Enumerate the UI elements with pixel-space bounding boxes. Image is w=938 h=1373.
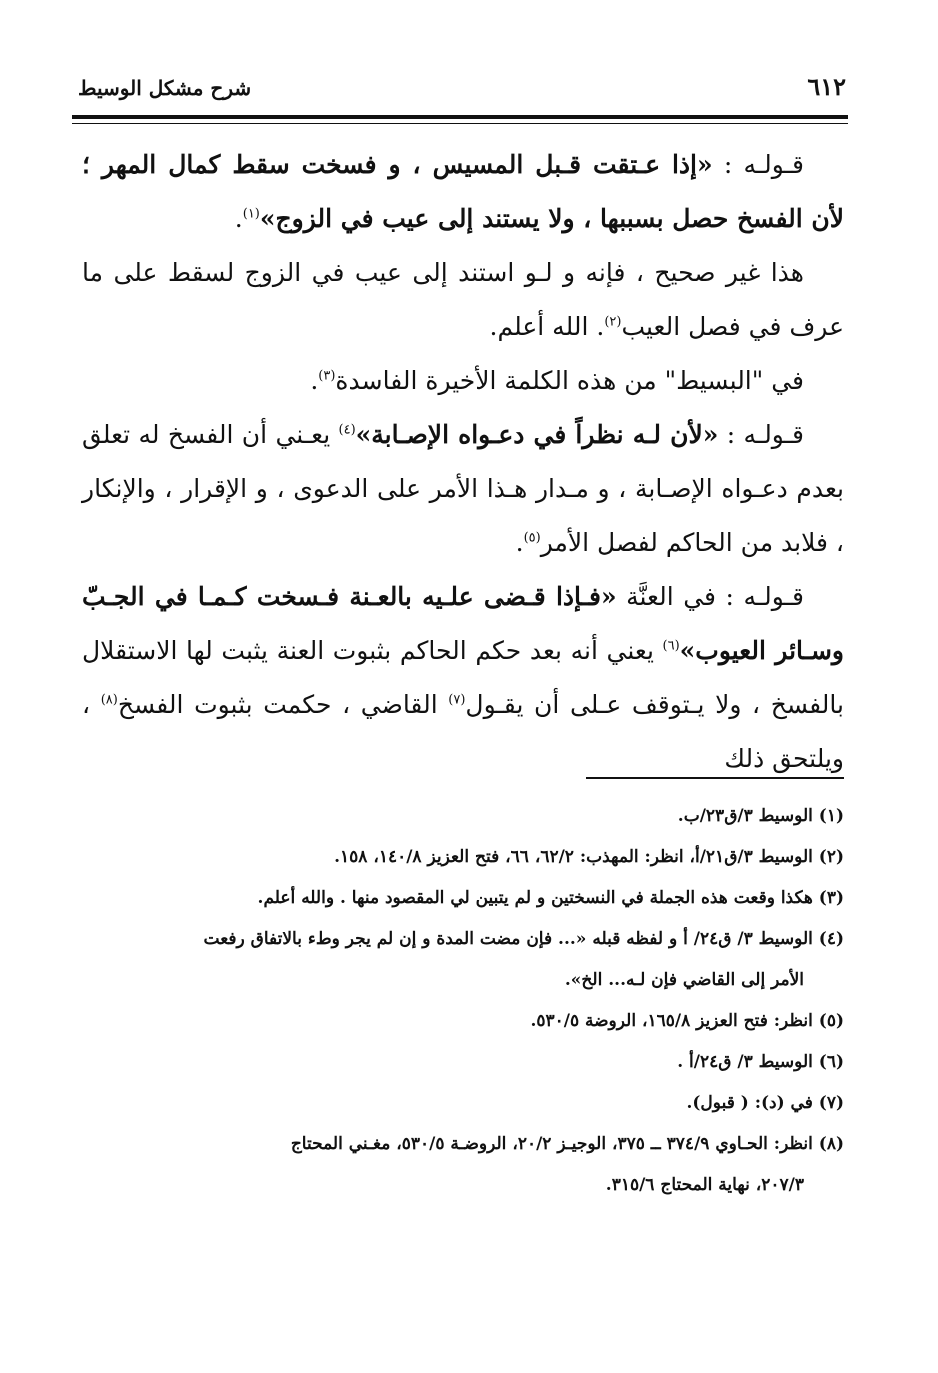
footnote-ref-3: (٣) <box>318 368 336 384</box>
paragraph-2-tail: . الله أعلم. <box>489 312 605 341</box>
paragraph-1-quote: «إذا عـتقت قـبل المسيس ، و فسخت سقط كمال المهر ؛ لأن الفسخ حصل بسببها ، ولا يستند إلى عيب في الزوج» <box>82 150 844 233</box>
footnote-3 <box>82 878 844 919</box>
footnote-3-text: (٣) هكذا وقعت هذه الجملة في النسختين و لم يتبين لي المقصود منها . والله أعلم. <box>257 888 844 908</box>
footnote-8-continuation: ٢٠٧/٣، نهاية المحتاج ٣١٥/٦. <box>605 1175 804 1195</box>
paragraph-4-quote: «لأن لـه نظراً في دعـواه الإصـابة» <box>355 420 719 449</box>
paragraph-4-tail: . <box>515 528 524 557</box>
paragraph-1-lead: قـولـه : <box>712 150 804 179</box>
paragraph-3-tail: . <box>310 366 319 395</box>
main-text <box>82 138 844 786</box>
paragraph-5-text-3: ، ويلتحق ذلك <box>82 690 844 773</box>
footnote-5-text: (٥) انظر: فتح العزيز ١٦٥/٨، الروضة ٥٣٠/٥. <box>530 1011 844 1031</box>
paragraph-4-text: يعـني أن الفسخ له تعلق بعدم دعـواه الإصـابة ، و مـدار هـذا الأمر على الدعوى ، و الإقرار ، والإنكار ، فلابد من الحاكم لفصل الأمر <box>82 420 844 557</box>
footnote-7-text: (٧) في (د): ( قبول). <box>686 1093 844 1113</box>
paragraph-2 <box>82 246 844 354</box>
paragraph-5-text-1: يعني أنه بعد حكم الحاكم بثبوت العنة يثبت لها الاستقلال بالفسخ ، ولا يـتوقف عـلى أن يقـول <box>82 636 844 719</box>
paragraph-1 <box>82 138 844 246</box>
footnote-7 <box>82 1083 844 1124</box>
paragraph-5-quote: «فـإذا قـضى علـيه بالعـنة فـسخت كـمـا في الجـبّ وسـائر العيوب» <box>82 582 844 665</box>
header-rule-thin <box>72 123 848 124</box>
paragraph-4-lead: قـولـه : <box>718 420 804 449</box>
paragraph-4 <box>82 408 844 570</box>
paragraph-5-lead: قـولـه : في العنَّة <box>616 582 804 611</box>
footnote-ref-5: (٥) <box>523 530 541 546</box>
footnote-ref-4: (٤) <box>338 422 356 438</box>
paragraph-1-tail: . <box>234 204 243 233</box>
footnote-6 <box>82 1042 844 1083</box>
footnote-4-continuation: الأمر إلى القاضي فإن لـه... الخ». <box>564 970 804 990</box>
footnote-6-text: (٦) الوسيط ٣/ ق٢٤/أ . <box>677 1052 844 1072</box>
footnote-ref-1: (١) <box>242 206 260 222</box>
page-header <box>78 68 846 116</box>
header-rule-thick <box>72 115 848 119</box>
paragraph-5-text-2: القاضي ، حكمت بثبوت الفسخ <box>117 690 449 719</box>
footnote-8-text: (٨) انظر: الحـاوي ٣٧٤/٩ ــ ٣٧٥، الوجيـز ٢٠/٢، الروضـة ٥٣٠/٥، مغـني المحتاج <box>290 1134 844 1154</box>
footnote-1-text: (١) الوسيط ٣/ق٢٣/ب. <box>677 806 844 826</box>
page-number: ٦١٢ <box>807 72 846 101</box>
running-title: شرح مشكل الوسيط <box>78 76 252 100</box>
footnote-ref-7: (٧) <box>448 692 466 708</box>
paragraph-2-text: هذا غير صحيح ، فإنه و لـو استند إلى عيب في الزوج لسقط على ما عرف في فصل العيب <box>82 258 844 341</box>
footnote-2-text: (٢) الوسيط ٣/ق٢١/أ، انظر: المهذب: ٦٢/٢، ٦٦، فتح العزيز ١٤٠/٨، ١٥٨. <box>334 847 844 867</box>
footnote-4 <box>82 919 844 1001</box>
footnote-ref-2: (٢) <box>604 314 622 330</box>
footnote-ref-8: (٨) <box>100 692 118 708</box>
footnote-ref-6: (٦) <box>662 638 680 654</box>
footnote-8 <box>82 1124 844 1206</box>
footnotes <box>82 796 844 1206</box>
footnote-separator <box>586 777 844 779</box>
footnote-1 <box>82 796 844 837</box>
footnote-2 <box>82 837 844 878</box>
paragraph-3-text: في "البسيط" من هذه الكلمة الأخيرة الفاسدة <box>335 366 804 395</box>
paragraph-3 <box>82 354 844 408</box>
footnote-5 <box>82 1001 844 1042</box>
paragraph-5 <box>82 570 844 786</box>
footnote-4-text: (٤) الوسيط ٣/ ق٢٤/ أ و لفظه قبله «... فإن مضت المدة و إن لم يجر وطء بالاتفاق رفعت <box>203 929 844 949</box>
